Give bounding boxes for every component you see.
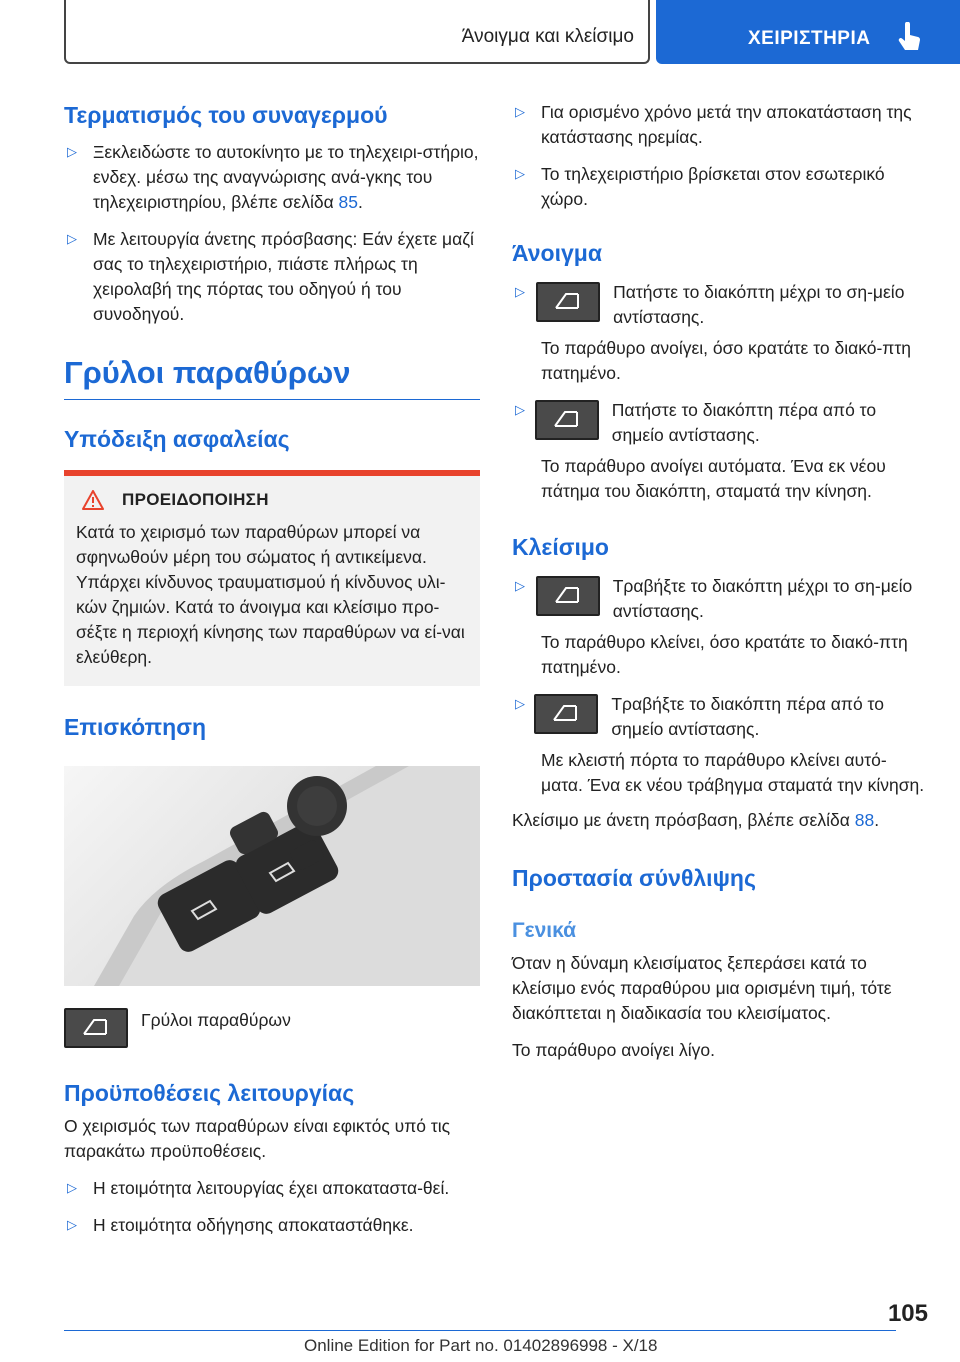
hand-pointer-icon: [896, 22, 922, 52]
list-item: ▷ Για ορισμένο χρόνο μετά την αποκατάσταση της κατάστασης ηρεμίας.: [512, 100, 928, 150]
protection-title: Προστασία σύνθλιψης: [512, 865, 756, 891]
window-switch-icon: [535, 400, 599, 440]
step-result: Το παράθυρο ανοίγει αυτόματα. Ένα εκ νέου πάτημα του διακόπτη, σταματά την κίνηση.: [541, 456, 886, 501]
general-text-2: Το παράθυρο ανοίγει λίγο.: [512, 1040, 716, 1060]
window-switch-icon: [534, 694, 598, 734]
warning-label: ΠΡΟΕΙΔΟΠΟΙΗΣΗ: [122, 490, 269, 509]
conditions-list: [512, 100, 928, 212]
page-number: 105: [887, 1300, 928, 1327]
switch-panel-illustration: [64, 766, 480, 986]
window-switch-icon: [64, 1008, 128, 1048]
chapter-title: ΧΕΙΡΙΣΤΗΡΙΑ: [748, 28, 871, 49]
close-title: Κλείσιμο: [512, 534, 609, 560]
step-action: Τραβήξτε το διακόπτη μέχρι το ση-μείο αντίστασης.: [612, 576, 913, 621]
page-link[interactable]: 85: [338, 192, 359, 212]
close-step-2: [512, 692, 928, 798]
list-item: ▷ Η ετοιμότητα οδήγησης αποκαταστάθηκε.: [64, 1213, 480, 1238]
termination-title: Τερματισμός του συναγερμού: [64, 102, 388, 128]
main-section-title: Γρύλοι παραθύρων: [64, 355, 351, 390]
open-step-2: [512, 398, 928, 504]
step-result: Με κλειστή πόρτα το παράθυρο κλείνει αυτό-ματα. Ένα εκ νέου τράβηγμα σταματά την κίνηση.: [541, 750, 925, 795]
footer-divider: [64, 1330, 896, 1331]
bullet-icon: ▷: [515, 579, 525, 594]
safety-title: Υπόδειξη ασφαλείας: [64, 426, 290, 452]
open-step-1: [512, 280, 928, 386]
step-result: Το παράθυρο κλείνει, όσο κρατάτε το διακό-πτη πατημένο.: [541, 632, 908, 677]
bullet-icon: ▷: [515, 697, 525, 712]
step-action: Πατήστε το διακόπτη μέχρι το ση-μείο αντίστασης.: [613, 282, 905, 327]
prereq-title: Προϋποθέσεις λειτουργίας: [64, 1080, 355, 1106]
close-comfort-note: [512, 808, 928, 833]
step-action: Τραβήξτε το διακόπτη πέρα από το σημείο αντίστασης.: [611, 694, 884, 739]
section-divider: [64, 399, 480, 400]
overview-title: Επισκόπηση: [64, 714, 206, 740]
window-switch-icon: [536, 576, 600, 616]
prereq-list: [64, 1176, 480, 1238]
warning-box: [64, 470, 480, 686]
window-switch-photo: [64, 766, 480, 986]
termination-list: [64, 140, 480, 327]
list-item-text: Ξεκλειδώστε το αυτοκίνητο με το τηλεχειρι-στήριο, ενδεχ. μέσω της αναγνώρισης ανά-γκης του τηλεχειριστηρίου, βλέπε σελίδα: [93, 142, 479, 212]
header-chapter-tab[interactable]: [656, 0, 960, 64]
warning-triangle-icon: [82, 490, 104, 510]
page-link[interactable]: 88: [854, 810, 875, 830]
general-text: Όταν η δύναμη κλεισίματος ξεπεράσει κατά το κλείσιμο ενός παραθύρου μια ορισμένη τιμή, τότε διακόπτεται η διαδικασία του κλεισίματος.: [512, 953, 892, 1023]
step-action: Πατήστε το διακόπτη πέρα από το σημείο αντίστασης.: [611, 400, 877, 445]
right-column: [512, 100, 928, 1063]
list-item: [64, 140, 480, 215]
header-section-tab: [64, 0, 650, 64]
photo-caption: Γρύλοι παραθύρων: [141, 1010, 291, 1030]
edition-note: Online Edition for Part no. 01402896998 - X/18: [304, 1336, 658, 1355]
step-result: Το παράθυρο ανοίγει, όσο κρατάτε το διακό-πτη πατημένο.: [541, 338, 912, 383]
close-step-1: [512, 574, 928, 680]
general-title: Γενικά: [512, 919, 577, 942]
left-column: [64, 100, 480, 1238]
list-item: ▷ Το τηλεχειριστήριο βρίσκεται στον εσωτερικό χώρο.: [512, 162, 928, 212]
window-switch-icon: [536, 282, 600, 322]
list-item: ▷ Με λειτουργία άνετης πρόσβασης: Εάν έχετε μαζί σας το τηλεχειριστήριο, πιάστε πλήρως τη χειρολαβή της πόρτας του οδηγού ή του συνοδηγού.: [64, 227, 480, 327]
open-title: Άνοιγμα: [512, 240, 602, 266]
warning-text: Κατά το χειρισμό των παραθύρων μπορεί να σφηνωθούν μέρη του σώματος ή αντικείμενα. Υπάρχει κίνδυνος τραυματισμού ή κίνδυνος υλι-κών ζημιών. Κατά το άνοιγμα και κλείσιμο προ-σέξτε η περιοχή κίνησης των παραθύρων να εί-ναι ελεύθερη.: [76, 522, 465, 667]
list-item-suffix: .: [358, 192, 363, 212]
note-text: Κλείσιμο με άνετη πρόσβαση, βλέπε σελίδα: [512, 810, 855, 830]
caption-row: [64, 1006, 480, 1048]
list-item: ▷ Η ετοιμότητα λειτουργίας έχει αποκαταστα-θεί.: [64, 1176, 480, 1201]
prereq-intro: Ο χειρισμός των παραθύρων είναι εφικτός υπό τις παρακάτω προϋποθέσεις.: [64, 1116, 451, 1161]
bullet-icon: ▷: [515, 403, 525, 418]
note-suffix: .: [874, 810, 880, 830]
bullet-icon: ▷: [515, 285, 525, 300]
section-title: Άνοιγμα και κλείσιμο: [461, 26, 634, 47]
